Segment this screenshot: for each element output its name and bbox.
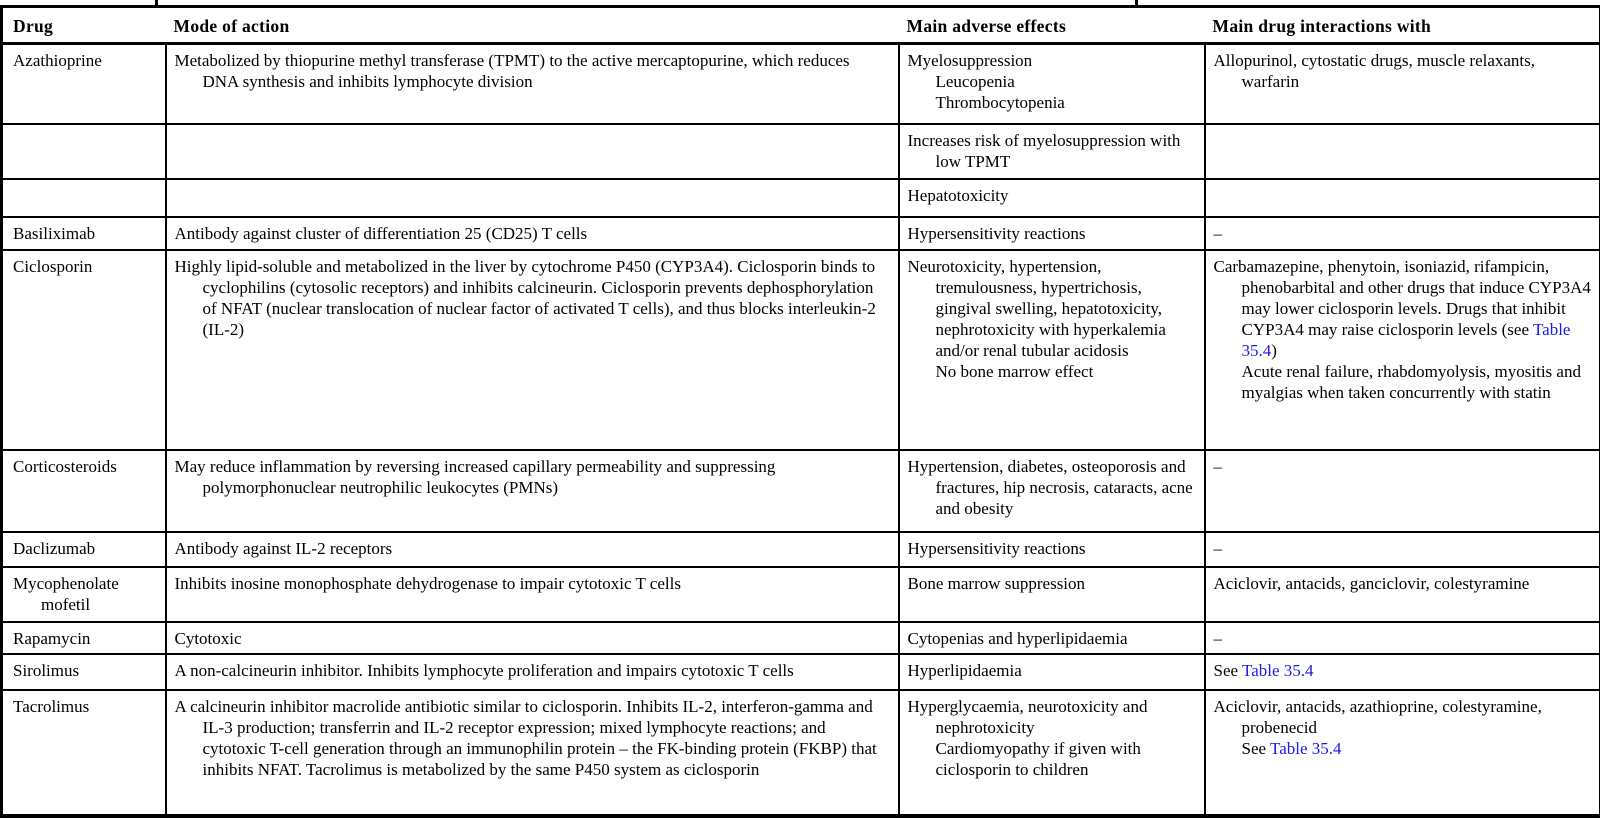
mode-of-action-cell-line: Antibody against IL-2 receptors — [174, 538, 393, 558]
drug-name-cell — [2, 622, 166, 654]
mode-of-action-cell-line: Highly lipid-soluble and metabolized in the liver by cytochrome P450 (CYP3A4). Ciclosporin binds to cyclophilins (cytosolic receptors) and inhibits calcineurin. Ciclosporin prevents dephosphorylation of NFAT (nuclear translocation of nuclear factor of activated T cells), and thus blocks interleukin-2 (IL-2) — [174, 256, 876, 339]
table-row — [2, 179, 1600, 217]
mode-of-action-cell-line: Metabolized by thiopurine methyl transferase (TPMT) to the active mercaptopurine, which reduces DNA synthesis and inhibits lymphocyte division — [174, 51, 850, 91]
mode-of-action-cell — [166, 532, 899, 567]
adverse-effects-cell — [899, 450, 1205, 532]
adverse-effects-cell — [899, 567, 1205, 622]
drug-name-cell-line: Mycophenolate mofetil — [13, 573, 119, 614]
mode-of-action-cell-line: A non-calcineurin inhibitor. Inhibits lymphocyte proliferation and impairs cytotoxic T cells — [174, 660, 794, 680]
mode-of-action-cell-line: Cytotoxic — [174, 628, 242, 648]
drug-interactions-cell — [1205, 690, 1600, 816]
adverse-effects-cell-subline: Leucopenia — [935, 72, 1015, 91]
table-35-4-link[interactable]: Table 35.4 — [1241, 319, 1571, 360]
table-row — [2, 217, 1600, 250]
adverse-effects-cell — [899, 44, 1205, 124]
adverse-effects-cell-line: Hyperglycaemia, neurotoxicity and nephrotoxicity — [907, 696, 1148, 737]
drug-interactions-cell-subline: Acute renal failure, rhabdomyolysis, myositis and myalgias when taken concurrently with statin — [1241, 361, 1581, 402]
adverse-effects-cell — [899, 250, 1205, 450]
table-row — [2, 654, 1600, 690]
adverse-effects-cell-line: Hepatotoxicity — [907, 185, 1009, 205]
drug-interactions-cell — [1205, 179, 1600, 217]
drug-interactions-cell-subline: See Table 35.4 — [1241, 738, 1342, 758]
adverse-effects-cell — [899, 622, 1205, 654]
adverse-effects-cell-line: Hypersensitivity reactions — [907, 223, 1086, 243]
adverse-effects-cell-subline: Cardiomyopathy if given with ciclosporin to children — [935, 738, 1141, 779]
mode-of-action-cell — [166, 217, 899, 250]
adverse-effects-cell — [899, 532, 1205, 567]
table-row — [2, 567, 1600, 622]
drug-interactions-cell-line: See Table 35.4 — [1213, 660, 1314, 680]
drug-name-cell-line: Sirolimus — [13, 660, 80, 680]
table-35-4-link[interactable]: Table 35.4 — [1270, 738, 1342, 758]
drug-name-cell-line: Corticosteroids — [13, 456, 117, 476]
adverse-effects-cell — [899, 217, 1205, 250]
mode-of-action-cell — [166, 654, 899, 690]
column-header-drug: Drug — [2, 7, 166, 44]
column-header-mode-of-action: Mode of action — [166, 7, 899, 44]
drug-interactions-cell — [1205, 44, 1600, 124]
immunosuppressant-drug-table — [0, 5, 1600, 818]
adverse-effects-cell-subline: No bone marrow effect — [935, 361, 1094, 381]
mode-of-action-cell — [166, 622, 899, 654]
column-header-drug-interactions: Main drug interactions with — [1205, 7, 1600, 44]
table-header — [2, 7, 1600, 44]
adverse-effects-cell-line: Hypersensitivity reactions — [907, 538, 1086, 558]
drug-interactions-cell-line: Aciclovir, antacids, azathioprine, colestyramine, probenecid — [1213, 696, 1542, 737]
drug-name-cell-line: Azathioprine — [13, 51, 102, 70]
adverse-effects-cell-line: Neurotoxicity, hypertension, tremulousness, hypertrichosis, gingival swelling, hepatotoxicity, nephrotoxicity with hyperkalemia and/or renal tubular acidosis — [907, 256, 1166, 360]
adverse-effects-cell-line: Hypertension, diabetes, osteoporosis and fractures, hip necrosis, cataracts, acne and obesity — [907, 456, 1193, 518]
drug-interactions-cell — [1205, 622, 1600, 654]
drug-interactions-cell — [1205, 124, 1600, 179]
table-35-4-link[interactable]: Table 35.4 — [1242, 660, 1314, 680]
drug-interactions-cell-line: – — [1213, 456, 1222, 476]
mode-of-action-cell — [166, 567, 899, 622]
drug-interactions-cell — [1205, 217, 1600, 250]
drug-interactions-cell-line: – — [1213, 628, 1222, 648]
drug-name-cell-line: Daclizumab — [13, 538, 96, 558]
mode-of-action-cell-line: A calcineurin inhibitor macrolide antibiotic similar to ciclosporin. Inhibits IL-2, interferon-gamma and IL-3 production; transferrin and IL-2 receptor expression; mixed lymphocyte reactions; and cytotoxic T-cell generation through an immunophilin protein – the FK-binding protein (FKBP) that inhibits NFAT. Tacrolimus is metabolized by the same P450 system as ciclosporin — [174, 696, 877, 779]
drug-name-cell — [2, 124, 166, 179]
drug-name-cell — [2, 450, 166, 532]
adverse-effects-cell — [899, 124, 1205, 179]
adverse-effects-cell-subline: Thrombocytopenia — [935, 93, 1065, 112]
table-body — [2, 44, 1600, 816]
mode-of-action-cell — [166, 179, 899, 217]
mode-of-action-cell-line: Antibody against cluster of differentiation 25 (CD25) T cells — [174, 223, 588, 243]
mode-of-action-cell — [166, 250, 899, 450]
drug-interactions-cell-line: – — [1213, 538, 1222, 558]
drug-name-cell-line: Basiliximab — [13, 223, 96, 243]
mode-of-action-cell — [166, 450, 899, 532]
table-row — [2, 124, 1600, 179]
drug-name-cell — [2, 44, 166, 124]
drug-name-cell-line: Tacrolimus — [13, 696, 90, 716]
adverse-effects-cell-line: Myelosuppression — [907, 51, 1033, 70]
drug-name-cell-line: Ciclosporin — [13, 256, 93, 276]
drug-name-cell — [2, 179, 166, 217]
table-row — [2, 250, 1600, 450]
table-row — [2, 44, 1600, 124]
header-row — [2, 7, 1600, 44]
mode-of-action-cell — [166, 44, 899, 124]
table-row — [2, 690, 1600, 816]
drug-interactions-cell — [1205, 567, 1600, 622]
drug-interactions-cell-line: – — [1213, 223, 1222, 243]
mode-of-action-cell-line: Inhibits inosine monophosphate dehydrogenase to impair cytotoxic T cells — [174, 573, 681, 593]
drug-name-cell-line: Rapamycin — [13, 628, 91, 648]
drug-name-cell — [2, 690, 166, 816]
drug-interactions-cell — [1205, 250, 1600, 450]
mode-of-action-cell — [166, 690, 899, 816]
adverse-effects-cell — [899, 654, 1205, 690]
drug-interactions-cell-line: Allopurinol, cytostatic drugs, muscle relaxants, warfarin — [1213, 51, 1536, 91]
drug-name-cell — [2, 567, 166, 622]
column-header-adverse-effects: Main adverse effects — [899, 7, 1205, 44]
drug-name-cell — [2, 532, 166, 567]
drug-name-cell — [2, 250, 166, 450]
drug-interactions-cell — [1205, 450, 1600, 532]
adverse-effects-cell-line: Increases risk of myelosuppression with low TPMT — [907, 130, 1181, 171]
adverse-effects-cell-line: Bone marrow suppression — [907, 573, 1086, 593]
adverse-effects-cell — [899, 690, 1205, 816]
drug-name-cell — [2, 217, 166, 250]
drug-name-cell — [2, 654, 166, 690]
drug-interactions-cell-line: Carbamazepine, phenytoin, isoniazid, rifampicin, phenobarbital and other drugs that induce CYP3A4 may lower ciclosporin levels. Drugs that inhibit CYP3A4 may raise ciclosporin levels (see Table 35.4) — [1213, 256, 1591, 360]
drug-interactions-cell — [1205, 654, 1600, 690]
table-row — [2, 532, 1600, 567]
adverse-effects-cell — [899, 179, 1205, 217]
adverse-effects-cell-line: Cytopenias and hyperlipidaemia — [907, 628, 1128, 648]
table-row — [2, 450, 1600, 532]
table-row — [2, 622, 1600, 654]
drug-interactions-cell-line: Aciclovir, antacids, ganciclovir, colestyramine — [1213, 573, 1530, 593]
drug-interactions-cell — [1205, 532, 1600, 567]
mode-of-action-cell-line: May reduce inflammation by reversing increased capillary permeability and suppressing polymorphonuclear neutrophilic leukocytes (PMNs) — [174, 456, 776, 497]
mode-of-action-cell — [166, 124, 899, 179]
adverse-effects-cell-line: Hyperlipidaemia — [907, 660, 1022, 680]
